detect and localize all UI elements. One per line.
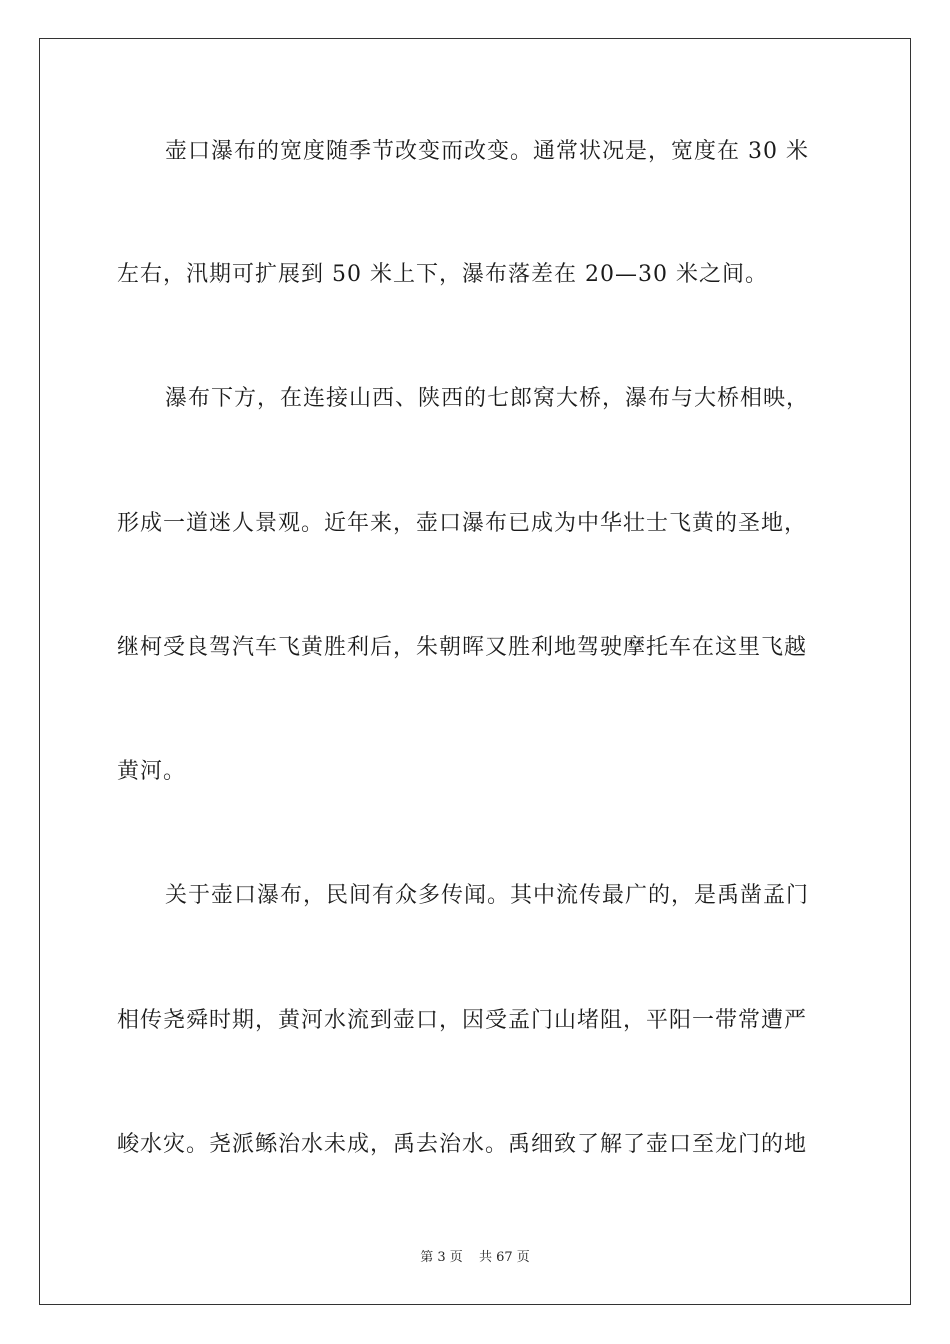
- page-border: [39, 38, 911, 1305]
- page-number: 第 3 页: [420, 1250, 463, 1265]
- text-line-3: 瀑布下方，在连接山西、陕西的七郎窝大桥，瀑布与大桥相映，: [165, 386, 810, 411]
- text-line-6: 黄河。: [117, 759, 187, 784]
- text-line-1: 壶口瀑布的宽度随季节改变而改变。通常状况是，宽度在 30 米: [165, 139, 809, 164]
- text-line-8: 相传尧舜时期，黄河水流到壶口，因受孟门山堵阻，平阳一带常遭严: [117, 1008, 808, 1033]
- text-line-2: 左右，汛期可扩展到 50 米上下，瀑布落差在 20—30 米之间。: [117, 262, 768, 287]
- text-line-5: 继柯受良驾汽车飞黄胜利后，朱朝晖又胜利地驾驶摩托车在这里飞越: [117, 635, 808, 660]
- page-total: 共 67 页: [478, 1250, 530, 1265]
- text-line-4: 形成一道迷人景观。近年来，壶口瀑布已成为中华壮士飞黄的圣地，: [117, 511, 808, 536]
- text-line-7: 关于壶口瀑布，民间有众多传闻。其中流传最广的，是禹凿孟门: [165, 883, 810, 908]
- page-footer: [0, 1246, 950, 1265]
- text-line-9: 峻水灾。尧派鲧治水未成，禹去治水。禹细致了解了壶口至龙门的地: [117, 1132, 808, 1157]
